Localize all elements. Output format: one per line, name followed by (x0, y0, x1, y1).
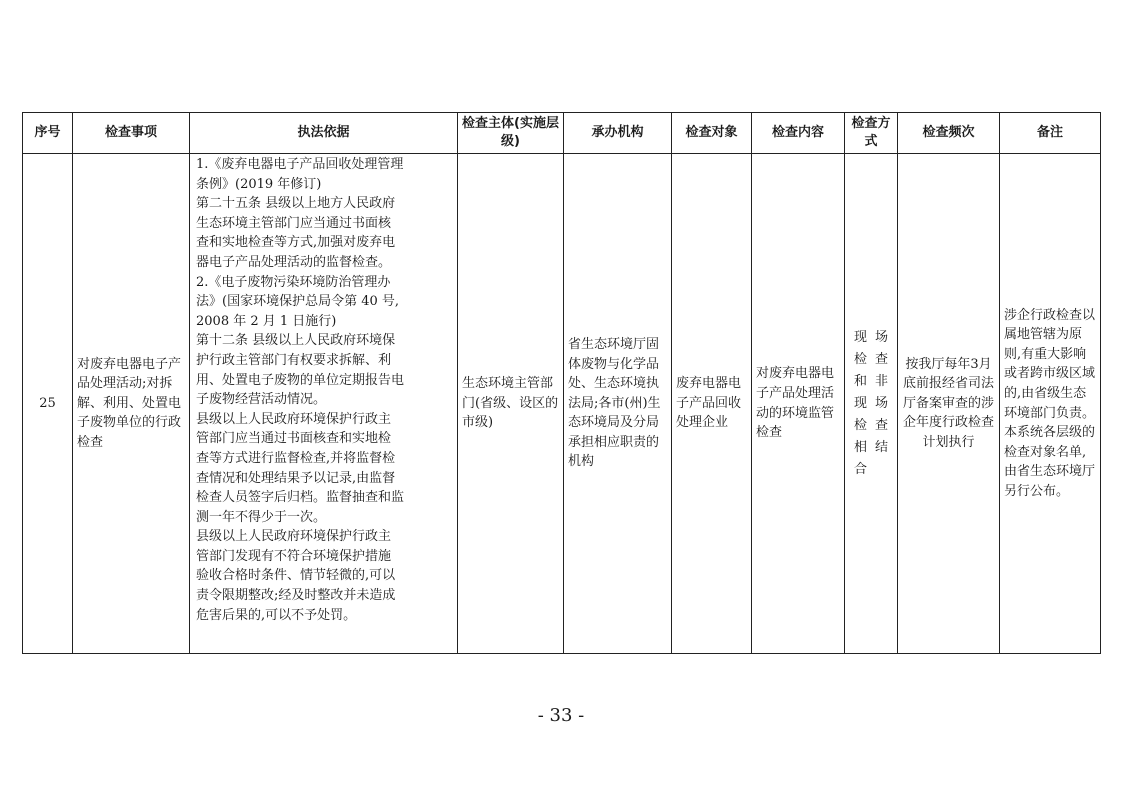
method-char: 合 (853, 461, 867, 477)
header-content: 检查内容 (752, 113, 845, 154)
method-column-right (875, 327, 888, 481)
method-char: 和 (853, 373, 867, 389)
method-column-left (854, 327, 867, 481)
method-char: 检 (853, 417, 867, 433)
method-char: 现 (853, 395, 867, 411)
basis-line: 查等方式进行监督检查,并将监督检 (196, 450, 396, 466)
row-item: 对废弃电器电子产品处理活动;对拆解、利用、处置电子废物单位的行政检查 (73, 154, 190, 654)
basis-line: 危害后果的,可以不予处罚。 (196, 607, 357, 623)
basis-line: 第十二条 县级以上人民政府环境保 (196, 333, 396, 349)
method-char: 现 (853, 329, 867, 345)
basis-line: 条例》(2019 年修订) (196, 176, 322, 192)
method-char: 非 (875, 373, 889, 389)
header-index: 序号 (23, 113, 73, 154)
inspection-table (22, 112, 1101, 654)
basis-line: 查情况和处理结果予以记录,由监督 (196, 470, 396, 486)
row-basis (190, 154, 458, 654)
header-remark: 备注 (1000, 113, 1101, 154)
basis-line: 检查人员签字后归档。监督抽查和监 (196, 490, 405, 506)
basis-line: 县级以上人民政府环境保护行政主 (196, 529, 392, 545)
basis-line: 验收合格时条件、情节轻微的,可以 (196, 568, 396, 584)
basis-line: 护行政主管部门有权要求拆解、利 (196, 352, 392, 368)
basis-line: 用、处置电子废物的单位定期报告电 (196, 372, 405, 388)
method-char: 检 (853, 351, 867, 367)
header-agency: 承办机构 (564, 113, 672, 154)
basis-line: 法》(国家环境保护总局令第 40 号, (196, 294, 400, 310)
row-subject: 生态环境主管部门(省级、设区的市级) (458, 154, 564, 654)
row-frequency: 按我厅每年3月底前报经省司法厅备案审查的涉企年度行政检查计划执行 (898, 154, 1000, 654)
basis-line: 器电子产品处理活动的监督检查。 (196, 254, 392, 270)
basis-line: 责令限期整改;经及时整改并未造成 (196, 588, 396, 604)
method-char: 场 (875, 329, 889, 345)
page-number: - 33 - (537, 705, 585, 726)
method-char: 查 (875, 417, 889, 433)
table-row (23, 154, 1101, 654)
method-columns (849, 327, 893, 481)
basis-line: 管部门发现有不符合环境保护措施 (196, 548, 392, 564)
method-char: 相 (853, 439, 867, 455)
basis-line: 子废物经营活动情况。 (196, 392, 327, 408)
row-agency: 省生态环境厅固体废物与化学品处、生态环境执法局;各市(州)生态环境局及分局承担相应职责的机构 (564, 154, 672, 654)
basis-line: 测一年不得少于一次。 (196, 509, 327, 525)
row-remark: 涉企行政检查以属地管辖为原则,有重大影响或者跨市级区域的,由省级生态环境部门负责。本系统各层级的检查对象名单,由省生态环境厅另行公布。 (1000, 154, 1101, 654)
basis-line: 1.《废弃电器电子产品回收处理管理 (196, 157, 404, 172)
header-subject: 检查主体(实施层级) (458, 113, 564, 154)
header-basis: 执法依据 (190, 113, 458, 154)
basis-line: 查和实地检查等方式,加强对废弃电 (196, 235, 396, 251)
header-method: 检查方式 (845, 113, 898, 154)
header-item: 检查事项 (73, 113, 190, 154)
row-target: 废弃电器电子产品回收处理企业 (672, 154, 752, 654)
basis-line: 管部门应当通过书面核查和实地检 (196, 431, 392, 447)
basis-line: 生态环境主管部门应当通过书面核 (196, 215, 392, 231)
basis-line: 2008 年 2 月 1 日施行) (196, 313, 337, 329)
row-index: 25 (23, 154, 73, 654)
method-char: 场 (875, 395, 889, 411)
method-char: 结 (875, 439, 889, 455)
method-char: 查 (875, 351, 889, 367)
row-content: 对废弃电器电子产品处理活动的环境监管检查 (752, 154, 845, 654)
header-frequency: 检查频次 (898, 113, 1000, 154)
basis-line: 2.《电子废物污染环境防治管理办 (196, 274, 391, 290)
basis-line: 县级以上人民政府环境保护行政主 (196, 411, 392, 427)
basis-line: 第二十五条 县级以上地方人民政府 (196, 196, 396, 212)
table-header-row (23, 113, 1101, 154)
header-target: 检查对象 (672, 113, 752, 154)
row-method (845, 154, 898, 654)
